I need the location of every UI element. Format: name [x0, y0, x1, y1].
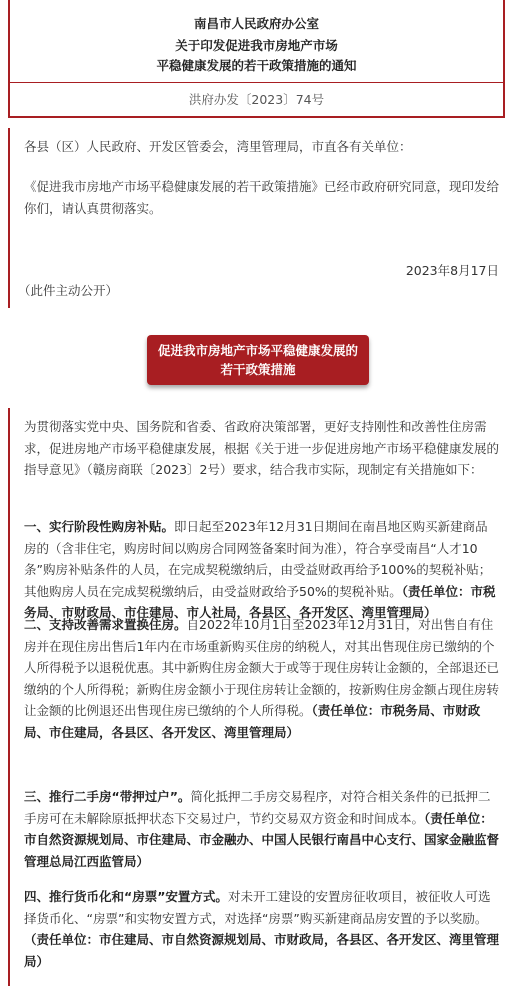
- measure-item-1: [24, 516, 499, 624]
- measure-heading: 四、推行货币化和“房票”安置方式。: [24, 889, 228, 904]
- title-line-2: 平稳健康发展的若干政策措施的通知: [156, 58, 357, 73]
- measure-responsible: （责任单位：市自然资源规划局、市住建局、市金融办、中国人民银行南昌中心支行、国家金融监督管理总局江西监管局）: [24, 810, 500, 869]
- measures-section: [8, 408, 505, 986]
- measure-heading: 一、实行阶段性购房补贴。: [24, 519, 175, 534]
- document-header: [8, 0, 505, 118]
- notice-section: [8, 128, 505, 308]
- measure-responsible: （责任单位：市住建局、市自然资源规划局、市财政局，各县区、各开发区、湾里管理局）: [24, 932, 500, 969]
- measure-item-4: [24, 886, 499, 972]
- measures-title-badge: [147, 335, 369, 385]
- title-line-1: 关于印发促进我市房地产市场: [175, 38, 338, 53]
- measure-responsible: （责任单位：市税务局、市财政局、市住建局，各县区、各开发区、湾里管理局）: [24, 703, 481, 740]
- badge-line-2: 若干政策措施: [220, 362, 296, 377]
- measure-item-3: [24, 786, 499, 872]
- measure-responsible: （责任单位：市税务局、市财政局、市住建局、市人社局，各县区、各开发区、湾里管理局）: [24, 583, 496, 620]
- measure-heading: 三、推行二手房“带押过户”。: [24, 789, 191, 804]
- measure-text: 对未开工建设的安置房征收项目，被征收人可选择货币化、“房票”和实物安置方式，对选择“房票”购买新建商品房安置的予以奖励。: [24, 889, 491, 926]
- issue-date: 2023年8月17日: [405, 263, 499, 278]
- measure-text: 简化抵押二手房交易程序，对符合相关条件的已抵押二手房可在未解除原抵押状态下交易过户，节约交易双方资金和时间成本。: [24, 789, 491, 826]
- header-divider: [10, 82, 503, 83]
- measure-item-2: [24, 614, 499, 743]
- recipients: 各县（区）人民政府、开发区管委会，湾里管理局，市直各有关单位：: [24, 139, 412, 154]
- issuing-office: 南昌市人民政府办公室: [193, 16, 319, 31]
- badge-line-1: 促进我市房地产市场平稳健康发展的: [157, 343, 358, 358]
- measure-heading: 二、支持改善需求置换住房。: [24, 617, 187, 632]
- measures-intro: 为贯彻落实党中央、国务院和省委、省政府决策部署，更好支持刚性和改善性住房需求，促进房地产市场平稳健康发展，根据《关于进一步促进房地产市场平稳健康发展的指导意见》（赣房商联〔2023〕2号）要求，结合我市实际，现制定有关措施如下：: [24, 419, 500, 477]
- disclosure-note: （此件主动公开）: [18, 283, 119, 298]
- notice-body: 《促进我市房地产市场平稳健康发展的若干政策措施》已经市政府研究同意，现印发给你们，请认真贯彻落实。: [24, 179, 500, 216]
- measure-text: 即日起至2023年12月31日期间在南昌地区购买新建商品房的（含非住宅，购房时间以购房合同网签备案时间为准），符合享受南昌“人才10条”购房补贴条件的人员，在完成契税缴纳后，由受益财政再给予100%的契税补贴；其他购房人员在完成契税缴纳后，由受益财政给予50%的契税补贴。: [24, 519, 492, 599]
- document-number: 洪府办发〔2023〕74号: [188, 92, 325, 107]
- measure-text: 自2022年10月1日至2023年12月31日，对出售自有住房并在现住房出售后1年内在市场重新购买住房的纳税人，对其出售现住房已缴纳的个人所得税予以退税优惠。其中新购住房金额大于或等于现住房转让金额的，全部退还已缴纳的个人所得税；新购住房金额小于现住房转让金额的，按新购住房金额占现住房转让金额的比例退还出售现住房已缴纳的个人所得税。: [24, 617, 500, 718]
